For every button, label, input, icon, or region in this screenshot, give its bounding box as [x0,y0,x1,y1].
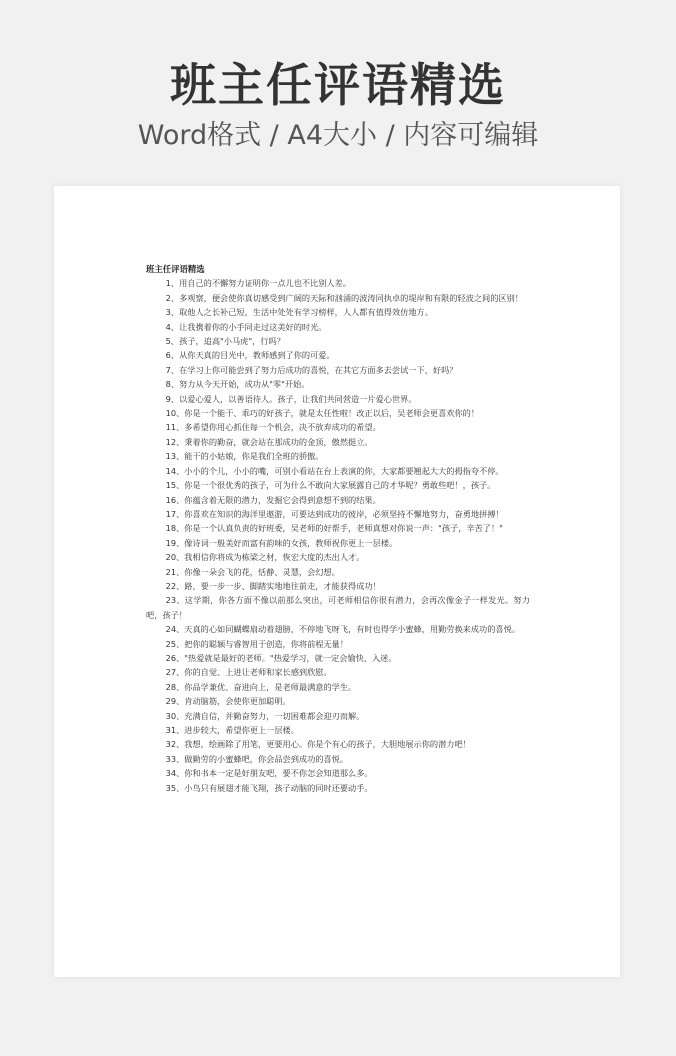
comment-number: 30、 [165,710,185,721]
comment-text: 你是一个很优秀的孩子，可为什么不敢向大家展露自己的才华呢？勇敢些吧！，孩子。 [184,480,496,491]
comment-number: 25、 [165,638,185,649]
comment-item [146,651,530,665]
comment-item [146,493,530,507]
comment-item [146,752,530,766]
comment-text: "热爱就是最好的老师。"热爱学习，就一定会愉快、入迷。 [184,652,397,663]
comment-text: 在学习上你可能尝到了努力后成功的喜悦，在其它方面多去尝试一下，好吗？ [179,364,458,375]
comment-item [146,550,530,564]
comment-number: 23、 [165,595,185,606]
comment-text: 路，要一步一步、脚踏实地地往前走，才能获得成功！ [184,580,381,591]
comment-text: 秉着你的勤奋，就会站在那成功的金顶，傲然挺立。 [184,436,373,447]
comment-number: 11、 [165,422,185,433]
comment-item [146,363,530,377]
comment-text: 让我携着你的小手同走过这美好的时光。 [179,321,327,332]
page-title: 班主任评语精选 [170,58,506,112]
comment-number: 26、 [165,652,185,663]
comment-item [146,464,530,478]
comment-list [146,276,530,795]
comment-item [146,406,530,420]
comment-text: 你是一个认真负责的好班委，吴老师的好帮手，老师真想对你说一声："孩子，辛苦了！" [184,523,503,534]
comment-number: 16、 [165,494,185,505]
comment-text: 你的自觉、上进让老师和家长感到欣慰。 [184,667,332,678]
comment-text: 小小的个儿，小小的嘴，可别小看站在台上表演的你，大家都要翘起大大的拇指夸不停。 [184,465,504,476]
comment-item [146,622,530,636]
comment-text: 你像一朵会飞的花，恬静、灵慧，会幻想。 [184,566,340,577]
comment-number: 31、 [165,725,185,735]
comment-item [146,637,530,651]
comment-number: 10、 [165,408,185,419]
comment-text: 你是一个能干、乖巧的好孩子，就是太任性啦！改正以后，吴老师会更喜欢你的！ [184,408,480,419]
comment-number: 34、 [165,768,185,779]
comment-text: 充满自信，并勤奋努力，一切困难都会迎刃而解。 [184,710,365,721]
comment-number: 28、 [165,681,185,692]
document-title: 班主任评语精选 [146,264,205,274]
comment-number: 35、 [165,782,185,793]
comment-text: 像诗词一般美好而富有韵味的女孩，教师祝你更上一层楼。 [184,537,398,548]
comment-item [146,694,530,708]
comment-number: 29、 [165,696,185,707]
comment-text: 做勤劳的小蜜蜂吧，你会品尝到成功的喜悦。 [184,753,349,764]
comment-item [146,521,530,535]
comment-text: 你蕴含着无限的潜力，发掘它会得到意想不到的结果。 [184,494,381,505]
comment-text: 你喜欢在知识的海洋里遨游，可要达到成功的彼岸，必须坚持不懈地努力，奋勇地拼搏！ [184,508,504,519]
comment-text: 你品学兼优、奋进向上，是老师最满意的学生。 [184,681,357,692]
comment-number: 12、 [165,436,185,447]
comment-item [146,291,530,305]
comment-item [146,536,530,550]
comment-item [146,507,530,521]
comment-number: 14、 [165,465,185,476]
comment-text: 你和书本一定是好朋友吧，要不你怎会知道那么多。 [184,768,373,779]
comment-number: 24、 [165,624,185,635]
comment-number: 7、 [165,364,180,375]
comment-item [146,377,530,391]
comment-number: 20、 [165,552,185,563]
comment-text: 把你的聪颖与睿智用于创造，你将前程无量！ [184,638,349,649]
comment-number: 8、 [165,379,180,390]
comment-item [146,435,530,449]
comment-item [146,392,530,406]
comment-text: 我相信你将成为栋梁之材，恢宏大度的杰出人才。 [184,552,365,563]
comment-number: 32、 [165,739,185,750]
comment-item [146,320,530,334]
comment-number: 18、 [165,523,185,534]
comment-item [146,305,530,319]
comment-number: 17、 [165,508,185,519]
comment-item [146,781,530,795]
comment-number: 9、 [165,393,180,404]
comment-number: 21、 [165,566,185,577]
document-body [146,262,530,795]
comment-item [146,478,530,492]
comment-item [146,680,530,694]
comment-item [146,420,530,434]
comment-number: 22、 [165,580,185,591]
comment-number: 5、 [165,336,180,347]
comment-item [146,449,530,463]
comment-number: 6、 [165,350,180,361]
comment-item [146,723,530,737]
page-subtitle: Word格式 / A4大小 / 内容可编辑 [137,120,539,151]
comment-item [146,334,530,348]
comment-item [146,766,530,780]
comment-number: 1、 [165,278,180,289]
comment-text: 小鸟只有展翅才能飞翔，孩子动脑的同时还要动手。 [184,782,373,793]
comment-item [146,737,530,751]
comment-item [146,709,530,723]
comment-number: 19、 [165,537,185,548]
comment-text: 孩子，追高"小马虎"，行吗？ [179,336,285,347]
comment-number: 27、 [165,667,185,678]
comment-text: 进步较大，希望你更上一层楼。 [184,725,299,735]
comment-text: 用自己的不懈努力证明你一点儿也不比别人差。 [179,278,352,289]
comment-number: 13、 [165,451,185,462]
comment-text: 能干的小姑娘，你是我们全班的骄傲。 [184,451,324,462]
document-page [54,186,620,977]
comment-number: 4、 [165,321,180,332]
comment-text: 取他人之长补己短，生活中处处有学习榜样，人人都有值得效仿地方。 [179,307,433,318]
comment-item [146,579,530,593]
comment-item [146,665,530,679]
comment-text: 从你天真的目光中，教师感到了你的可爱。 [179,350,335,361]
comment-number: 15、 [165,480,185,491]
comment-text: 这学期，你各方面不像以前那么突出，可老师相信你很有潜力，会再次像金子一样发光。努力吧，孩子！ [146,595,530,620]
comment-item [146,593,530,622]
comment-number: 2、 [165,292,180,303]
comment-number: 33、 [165,753,185,764]
comment-text: 以爱心爱人，以善语待人。孩子，让我们共同营造一片爱心世界。 [179,393,417,404]
comment-text: 肯动脑筋，会使你更加聪明。 [184,696,291,707]
comment-text: 我想，绘画除了用笔，更要用心。你是个有心的孩子，大胆地展示你的潜力吧！ [184,739,471,750]
comment-item [146,348,530,362]
comment-number: 3、 [165,307,180,318]
comment-text: 努力从今天开始，成功从"零"开始。 [179,379,310,390]
comment-item [146,565,530,579]
comment-text: 多观察，便会使你真切感受到广阔的天际和汹涌的波涛同执卓的堤岸和有限的轻波之间的区别！ [179,292,523,303]
comment-text: 天真的心如同蝴蝶扇动着翅膀，不停地飞呀飞，有时也得学小蜜蜂，用勤劳换来成功的喜悦。 [184,624,520,635]
comment-text: 多希望你用心抓住每一个机会，决不放弃成功的希望。 [184,422,381,433]
comment-item [146,276,530,290]
